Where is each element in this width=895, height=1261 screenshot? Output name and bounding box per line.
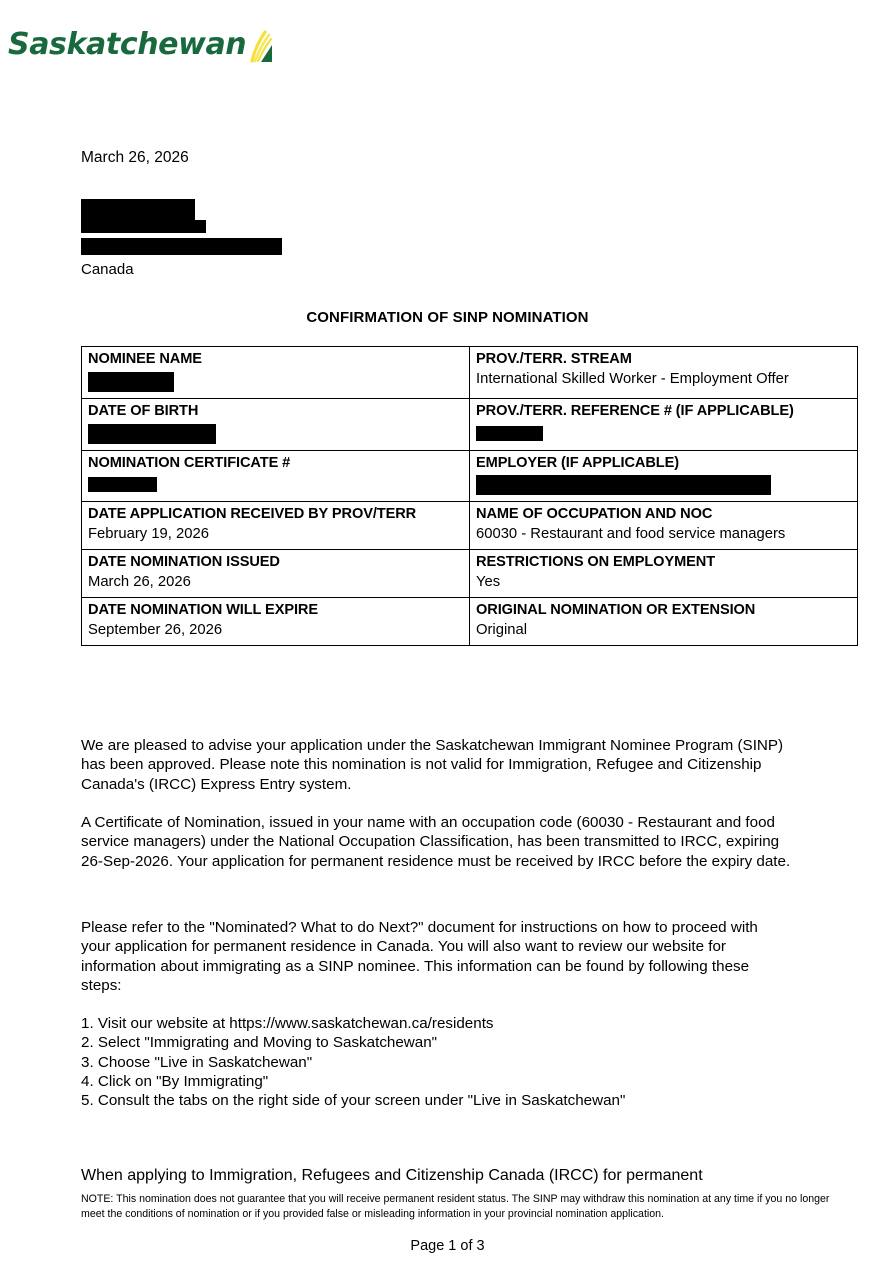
cell-employer — [470, 450, 858, 502]
cell-date-issued — [82, 550, 470, 598]
recipient-country: Canada — [81, 261, 134, 278]
wheat-sheaf-icon — [248, 28, 278, 64]
cell-label: DATE APPLICATION RECEIVED BY PROV/TERR — [88, 506, 417, 523]
table-row — [82, 598, 858, 646]
cell-label: DATE NOMINATION ISSUED — [88, 554, 280, 571]
redaction-bar — [81, 220, 206, 233]
cell-value: Original — [476, 621, 527, 638]
footer-note: NOTE: This nomination does not guarantee that you will receive permanent resident status. The SINP may withdraw this nomination at any time if you no longer meet the conditions of nomination or if you provided false or misleading information in your provincial nomination application. — [81, 1193, 830, 1221]
cell-label: EMPLOYER (IF APPLICABLE) — [476, 454, 679, 471]
cell-label: DATE NOMINATION WILL EXPIRE — [88, 602, 318, 619]
cell-label: DATE OF BIRTH — [88, 402, 199, 419]
redaction-bar — [81, 238, 282, 255]
cell-occupation-noc — [470, 502, 858, 550]
cell-label: NAME OF OCCUPATION AND NOC — [476, 506, 713, 523]
cell-date-of-birth — [82, 398, 470, 450]
cell-reference-number — [470, 398, 858, 450]
cell-value: Yes — [476, 574, 501, 591]
nomination-details-table — [81, 346, 858, 646]
list-item: 5. Consult the tabs on the right side of your screen under "Live in Saskatchewan" — [81, 1092, 626, 1110]
cell-date-expire — [82, 598, 470, 646]
saskatchewan-logo — [8, 22, 278, 68]
table-row — [82, 398, 858, 450]
paragraph-approval: We are pleased to advise your application under the Saskatchewan Immigrant Nominee Program (SINP) has been approved. Please note this nomination is not valid for Immigration, Refugee and Citizenship Canada's (IRCC) Express Entry system. — [81, 737, 784, 793]
cell-stream — [470, 347, 858, 399]
paragraph-certificate: A Certificate of Nomination, issued in your name with an occupation code (60030 - Restaurant and food service managers) under the National Occupation Classification, has been transmitted to IRCC, expiring 26-Sep-2026. Your application for permanent residence must be received by IRCC before the expiry date. — [81, 814, 791, 870]
table-row — [82, 347, 858, 399]
letter-date: March 26, 2026 — [81, 149, 189, 166]
redaction-bar — [88, 424, 216, 444]
list-item: 1. Visit our website at https://www.saskatchewan.ca/residents — [81, 1015, 494, 1032]
page-title: CONFIRMATION OF SINP NOMINATION — [306, 309, 589, 326]
list-item: 4. Click on "By Immigrating" — [81, 1072, 269, 1090]
table-row — [82, 450, 858, 502]
cell-value: March 26, 2026 — [88, 574, 191, 591]
cell-nominee-name — [82, 347, 470, 399]
cell-label: NOMINATION CERTIFICATE # — [88, 454, 291, 471]
cell-label: RESTRICTIONS ON EMPLOYMENT — [476, 554, 716, 571]
cell-value: 60030 - Restaurant and food service managers — [476, 526, 786, 543]
cell-label: NOMINEE NAME — [88, 351, 202, 367]
recipient-address-redacted — [81, 199, 282, 255]
list-item: 3. Choose "Live in Saskatchewan" — [81, 1053, 313, 1071]
page-number: Page 1 of 3 — [410, 1238, 485, 1254]
cell-value: September 26, 2026 — [88, 621, 223, 638]
cell-value: International Skilled Worker - Employment Offer — [476, 370, 789, 387]
closing-line: When applying to Immigration, Refugees and Citizenship Canada (IRCC) for permanent — [81, 1167, 703, 1184]
cell-date-received — [82, 502, 470, 550]
cell-value: February 19, 2026 — [88, 526, 209, 543]
redaction-bar — [88, 372, 174, 392]
cell-certificate-number — [82, 450, 470, 502]
steps-list — [81, 1014, 791, 1110]
cell-label: PROV./TERR. STREAM — [476, 351, 632, 367]
redaction-bar — [476, 426, 543, 441]
cell-label: PROV./TERR. REFERENCE # (IF APPLICABLE) — [476, 402, 794, 419]
redaction-bar — [88, 477, 157, 492]
table-row — [82, 550, 858, 598]
redaction-bar — [81, 199, 195, 220]
cell-label: ORIGINAL NOMINATION OR EXTENSION — [476, 602, 756, 619]
list-item: 2. Select "Immigrating and Moving to Saskatchewan" — [81, 1034, 438, 1052]
cell-original-or-extension — [470, 598, 858, 646]
table-row — [82, 502, 858, 550]
cell-restrictions — [470, 550, 858, 598]
paragraph-next-steps-intro: Please refer to the "Nominated? What to do Next?" document for instructions on how to proceed with your application for permanent residence in Canada. You will also want to review our website for information about immigrating as a SINP nominee. This information can be found by following these steps: — [81, 919, 758, 994]
redaction-bar — [476, 475, 771, 495]
logo-wordmark: Saskatchewan — [8, 27, 247, 62]
